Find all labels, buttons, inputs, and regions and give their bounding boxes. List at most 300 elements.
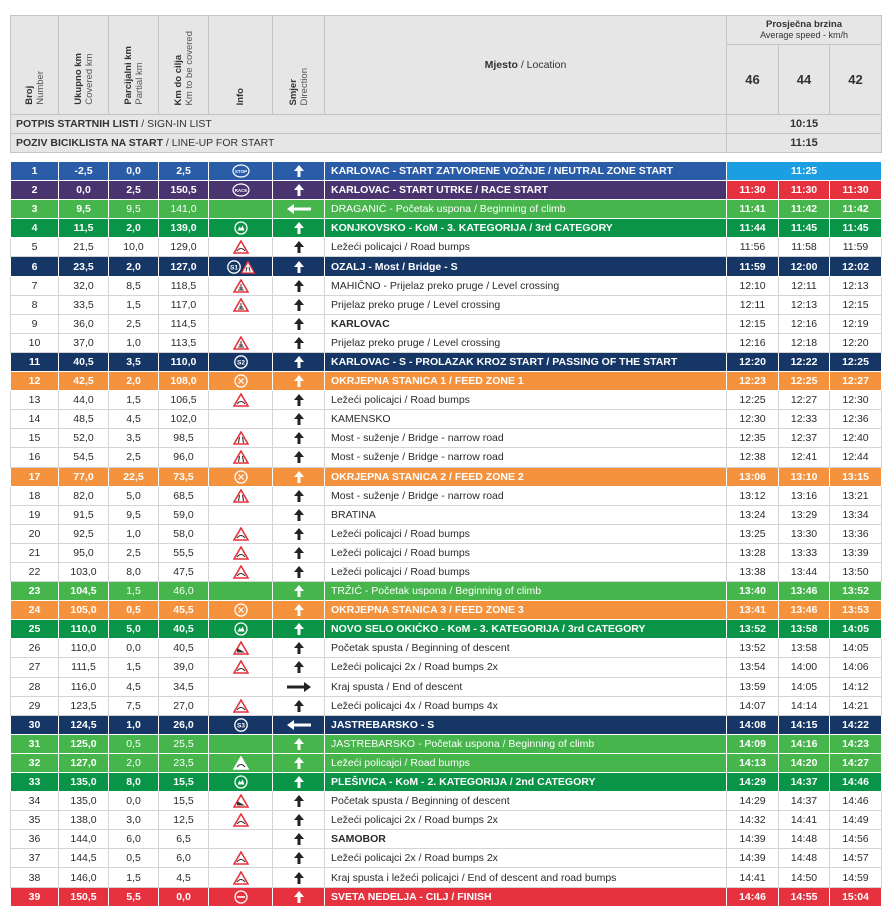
info-cell [209, 162, 273, 181]
arrow-up-icon [293, 641, 305, 655]
time-at-46: 12:25 [727, 391, 779, 410]
speed-46-header: 46 [727, 45, 779, 115]
svg-text:RACE: RACE [234, 188, 247, 194]
km-to-finish: 26,0 [159, 715, 209, 734]
covered-km: 33,5 [59, 295, 109, 314]
covered-km: 48,5 [59, 410, 109, 429]
route-row [11, 887, 882, 906]
km-to-finish: 150,5 [159, 181, 209, 200]
route-row [11, 620, 882, 639]
partial-km: 8,0 [109, 562, 159, 581]
time-at-44: 12:18 [779, 333, 830, 352]
direction-cell [273, 582, 325, 601]
time-at-44: 13:58 [779, 620, 830, 639]
location: Ležeći policajci / Road bumps [325, 524, 727, 543]
time-at-44: 13:46 [779, 582, 830, 601]
road-bump-icon [233, 660, 249, 674]
time-at-46: 13:52 [727, 639, 779, 658]
row-number: 9 [11, 314, 59, 333]
route-row [11, 830, 882, 849]
arrow-up-icon [293, 775, 305, 789]
covered-km: 23,5 [59, 257, 109, 276]
direction-cell [273, 753, 325, 772]
kom-icon [233, 775, 249, 789]
row-number: 13 [11, 391, 59, 410]
arrow-left-icon [286, 203, 312, 215]
arrow-up-icon [293, 546, 305, 560]
partial-km: 7,5 [109, 696, 159, 715]
time-at-46: 12:38 [727, 448, 779, 467]
covered-km: 135,0 [59, 773, 109, 792]
time-at-42: 14:27 [830, 753, 882, 772]
time-at-44: 14:37 [779, 773, 830, 792]
covered-km: 52,0 [59, 429, 109, 448]
race-sign-icon [232, 183, 250, 197]
km-to-finish: 46,0 [159, 582, 209, 601]
time-at-44: 12:37 [779, 429, 830, 448]
route-rows [11, 162, 882, 907]
covered-km: 111,5 [59, 658, 109, 677]
location: SVETA NEDELJA - CILJ / FINISH [325, 887, 727, 906]
col-partial-header: Parcijalni km Partial km [109, 16, 159, 115]
arrow-up-icon [293, 660, 305, 674]
covered-km: 21,5 [59, 238, 109, 257]
direction-cell [273, 887, 325, 906]
route-row [11, 486, 882, 505]
time-at-42: 12:15 [830, 295, 882, 314]
arrow-up-icon [293, 279, 305, 293]
covered-km: 124,5 [59, 715, 109, 734]
direction-cell [273, 658, 325, 677]
time-at-42: 11:59 [830, 238, 882, 257]
covered-km: 37,0 [59, 333, 109, 352]
time-at-42: 15:04 [830, 887, 882, 906]
covered-km: 0,0 [59, 181, 109, 200]
row-number: 14 [11, 410, 59, 429]
time-at-46: 13:54 [727, 658, 779, 677]
arrow-up-icon [293, 794, 305, 808]
time-at-44: 12:11 [779, 276, 830, 295]
info-cell [209, 200, 273, 219]
direction-cell [273, 219, 325, 238]
col-tocover-header: Km do cilja Km to be covered [159, 16, 209, 115]
info-cell [209, 410, 273, 429]
location: OZALJ - Most / Bridge - S [325, 257, 727, 276]
time-at-42: 14:23 [830, 734, 882, 753]
partial-km: 4,5 [109, 410, 159, 429]
time-at-46: 12:23 [727, 372, 779, 391]
sign-in-time: 10:15 [727, 115, 882, 134]
route-row [11, 696, 882, 715]
partial-km: 2,0 [109, 219, 159, 238]
time-at-42: 14:59 [830, 868, 882, 887]
route-row [11, 448, 882, 467]
road-bump-icon [233, 240, 249, 254]
row-number: 16 [11, 448, 59, 467]
arrow-up-icon [293, 871, 305, 885]
time-at-44: 13:30 [779, 524, 830, 543]
time-at-46: 13:28 [727, 543, 779, 562]
time-at-46: 13:12 [727, 486, 779, 505]
partial-km: 0,0 [109, 162, 159, 181]
direction-cell [273, 773, 325, 792]
route-row [11, 295, 882, 314]
partial-km: 8,0 [109, 773, 159, 792]
time-at-46: 12:15 [727, 314, 779, 333]
km-to-finish: 15,5 [159, 773, 209, 792]
time-at-42: 13:50 [830, 562, 882, 581]
km-to-finish: 113,5 [159, 333, 209, 352]
time-at-44: 13:16 [779, 486, 830, 505]
direction-cell [273, 276, 325, 295]
partial-km: 3,0 [109, 811, 159, 830]
location: KARLOVAC - S - PROLAZAK KROZ START / PASSING OF THE START [325, 352, 727, 371]
descent-icon [233, 794, 249, 808]
row-number: 39 [11, 887, 59, 906]
covered-km: 125,0 [59, 734, 109, 753]
location: MAHIČNO - Prijelaz preko pruge / Level crossing [325, 276, 727, 295]
arrow-up-icon [293, 450, 305, 464]
covered-km: 146,0 [59, 868, 109, 887]
info-cell [209, 620, 273, 639]
time-at-42: 12:30 [830, 391, 882, 410]
info-cell [209, 429, 273, 448]
location: Ležeći policajci 4x / Road bumps 4x [325, 696, 727, 715]
route-row [11, 562, 882, 581]
km-to-finish: 2,5 [159, 162, 209, 181]
direction-cell [273, 505, 325, 524]
location: NOVO SELO OKIĆKO - KoM - 3. KATEGORIJA / 3rd CATEGORY [325, 620, 727, 639]
info-cell [209, 887, 273, 906]
location: BRATINA [325, 505, 727, 524]
route-row [11, 658, 882, 677]
direction-cell [273, 429, 325, 448]
time-at-46: 11:44 [727, 219, 779, 238]
partial-km: 10,0 [109, 238, 159, 257]
direction-cell [273, 333, 325, 352]
partial-km: 2,0 [109, 372, 159, 391]
time-at-42: 14:46 [830, 792, 882, 811]
km-to-finish: 129,0 [159, 238, 209, 257]
road-bump-icon [233, 546, 249, 560]
narrow-road-icon [233, 431, 249, 445]
partial-km: 1,5 [109, 658, 159, 677]
covered-km: 110,0 [59, 620, 109, 639]
row-number: 19 [11, 505, 59, 524]
time-at-44: 14:00 [779, 658, 830, 677]
route-row [11, 601, 882, 620]
partial-km: 0,5 [109, 601, 159, 620]
info-cell [209, 391, 273, 410]
location: KARLOVAC [325, 314, 727, 333]
time-at-42: 12:36 [830, 410, 882, 429]
road-bump-icon [233, 565, 249, 579]
time-neutral: 11:25 [727, 162, 882, 181]
partial-km: 8,5 [109, 276, 159, 295]
arrow-up-icon [293, 489, 305, 503]
speed-44-header: 44 [779, 45, 830, 115]
arrow-up-icon [293, 431, 305, 445]
sprint-warning-icon [226, 260, 256, 274]
location: KARLOVAC - START ZATVORENE VOŽNJE / NEUTRAL ZONE START [325, 162, 727, 181]
info-cell [209, 257, 273, 276]
km-to-finish: 39,0 [159, 658, 209, 677]
row-number: 10 [11, 333, 59, 352]
location: Most - suženje / Bridge - narrow road [325, 429, 727, 448]
partial-km: 3,5 [109, 352, 159, 371]
time-at-44: 12:33 [779, 410, 830, 429]
route-row [11, 582, 882, 601]
row-number: 15 [11, 429, 59, 448]
time-at-44: 11:45 [779, 219, 830, 238]
covered-km: 32,0 [59, 276, 109, 295]
time-at-44: 13:29 [779, 505, 830, 524]
rail-crossing-icon [233, 279, 249, 293]
rail-crossing-icon [233, 336, 249, 350]
row-number: 26 [11, 639, 59, 658]
direction-cell [273, 696, 325, 715]
time-at-44: 13:44 [779, 562, 830, 581]
time-at-46: 12:16 [727, 333, 779, 352]
km-to-finish: 15,5 [159, 792, 209, 811]
sprint-s3-icon [232, 718, 250, 732]
time-at-44: 14:05 [779, 677, 830, 696]
time-at-44: 12:22 [779, 352, 830, 371]
arrow-up-icon [293, 737, 305, 751]
km-to-finish: 127,0 [159, 257, 209, 276]
time-at-46: 13:40 [727, 582, 779, 601]
road-bump-icon [233, 699, 249, 713]
km-to-finish: 96,0 [159, 448, 209, 467]
location: TRŽIĆ - Početak uspona / Beginning of climb [325, 582, 727, 601]
location: OKRJEPNA STANICA 2 / FEED ZONE 2 [325, 467, 727, 486]
row-number: 17 [11, 467, 59, 486]
direction-cell [273, 620, 325, 639]
km-to-finish: 55,5 [159, 543, 209, 562]
stop-sign-icon [232, 164, 250, 178]
direction-cell [273, 562, 325, 581]
km-to-finish: 23,5 [159, 753, 209, 772]
time-at-42: 14:06 [830, 658, 882, 677]
partial-km: 1,0 [109, 333, 159, 352]
location: Ležeći policajci 2x / Road bumps 2x [325, 849, 727, 868]
info-cell [209, 677, 273, 696]
route-row [11, 238, 882, 257]
row-number: 7 [11, 276, 59, 295]
time-at-44: 12:27 [779, 391, 830, 410]
direction-cell [273, 391, 325, 410]
direction-cell [273, 448, 325, 467]
svg-text:S1: S1 [229, 264, 238, 272]
info-cell [209, 849, 273, 868]
route-row [11, 276, 882, 295]
location: Ležeći policajci / Road bumps [325, 543, 727, 562]
time-at-44: 12:13 [779, 295, 830, 314]
time-at-44: 12:00 [779, 257, 830, 276]
row-number: 30 [11, 715, 59, 734]
partial-km: 5,0 [109, 620, 159, 639]
arrow-up-icon [293, 240, 305, 254]
arrow-up-icon [293, 260, 305, 274]
partial-km: 0,0 [109, 792, 159, 811]
km-to-finish: 40,5 [159, 620, 209, 639]
road-bump-icon [233, 871, 249, 885]
location: Kraj spusta i ležeći policajci / End of descent and road bumps [325, 868, 727, 887]
narrow-road-icon [233, 450, 249, 464]
location: OKRJEPNA STANICA 3 / FEED ZONE 3 [325, 601, 727, 620]
svg-text:S3: S3 [236, 722, 245, 730]
time-at-46: 14:46 [727, 887, 779, 906]
time-at-46: 13:38 [727, 562, 779, 581]
time-at-46: 14:29 [727, 792, 779, 811]
feed-zone-icon [233, 603, 249, 617]
location: Početak spusta / Beginning of descent [325, 639, 727, 658]
row-number: 29 [11, 696, 59, 715]
kom-icon [233, 221, 249, 235]
route-row [11, 162, 882, 181]
time-at-42: 12:44 [830, 448, 882, 467]
route-row [11, 181, 882, 200]
info-cell [209, 276, 273, 295]
time-at-46: 12:20 [727, 352, 779, 371]
km-to-finish: 118,5 [159, 276, 209, 295]
location: SAMOBOR [325, 830, 727, 849]
time-at-46: 11:30 [727, 181, 779, 200]
row-number: 8 [11, 295, 59, 314]
time-at-46: 14:32 [727, 811, 779, 830]
location: Početak spusta / Beginning of descent [325, 792, 727, 811]
info-cell [209, 830, 273, 849]
route-row [11, 219, 882, 238]
time-at-44: 14:55 [779, 887, 830, 906]
direction-cell [273, 410, 325, 429]
time-at-42: 11:30 [830, 181, 882, 200]
arrow-up-icon [293, 164, 305, 178]
info-cell [209, 352, 273, 371]
sign-in-label: POTPIS STARTNIH LISTI / SIGN-IN LIST [11, 115, 727, 134]
time-at-44: 14:20 [779, 753, 830, 772]
road-bump-icon [233, 756, 249, 770]
row-number: 38 [11, 868, 59, 887]
arrow-up-icon [293, 756, 305, 770]
time-at-46: 14:39 [727, 849, 779, 868]
line-up-row [11, 134, 882, 153]
partial-km: 2,5 [109, 448, 159, 467]
arrow-right-icon [286, 681, 312, 693]
timetable [10, 15, 882, 907]
covered-km: 103,0 [59, 562, 109, 581]
svg-text:S2: S2 [236, 359, 245, 367]
arrow-left-icon [286, 719, 312, 731]
info-cell [209, 295, 273, 314]
location: Ležeći policajci / Road bumps [325, 238, 727, 257]
route-row [11, 257, 882, 276]
covered-km: 11,5 [59, 219, 109, 238]
row-number: 32 [11, 753, 59, 772]
time-at-46: 11:41 [727, 200, 779, 219]
covered-km: 44,0 [59, 391, 109, 410]
partial-km: 6,0 [109, 830, 159, 849]
location: Prijelaz preko pruge / Level crossing [325, 295, 727, 314]
arrow-up-icon [293, 527, 305, 541]
route-row [11, 410, 882, 429]
time-at-46: 13:41 [727, 601, 779, 620]
covered-km: 144,0 [59, 830, 109, 849]
arrow-up-icon [293, 603, 305, 617]
time-at-42: 14:21 [830, 696, 882, 715]
line-up-label: POZIV BICIKLISTA NA START / LINE-UP FOR START [11, 134, 727, 153]
covered-km: 116,0 [59, 677, 109, 696]
row-number: 37 [11, 849, 59, 868]
km-to-finish: 6,0 [159, 849, 209, 868]
time-at-44: 14:16 [779, 734, 830, 753]
time-at-46: 13:25 [727, 524, 779, 543]
covered-km: 92,5 [59, 524, 109, 543]
info-cell [209, 505, 273, 524]
col-number-header: Broj Number [11, 16, 59, 115]
time-at-42: 12:20 [830, 333, 882, 352]
info-cell [209, 562, 273, 581]
info-cell [209, 792, 273, 811]
time-at-44: 14:15 [779, 715, 830, 734]
time-at-44: 13:58 [779, 639, 830, 658]
arrow-up-icon [293, 508, 305, 522]
row-number: 36 [11, 830, 59, 849]
location: KAMENSKO [325, 410, 727, 429]
direction-cell [273, 543, 325, 562]
km-to-finish: 58,0 [159, 524, 209, 543]
time-at-46: 12:35 [727, 429, 779, 448]
km-to-finish: 27,0 [159, 696, 209, 715]
header-row-top [11, 16, 882, 45]
time-at-42: 14:05 [830, 620, 882, 639]
partial-km: 1,5 [109, 868, 159, 887]
descent-icon [233, 641, 249, 655]
time-at-44: 14:37 [779, 792, 830, 811]
row-number: 34 [11, 792, 59, 811]
row-number: 18 [11, 486, 59, 505]
time-at-46: 13:24 [727, 505, 779, 524]
time-at-46: 13:06 [727, 467, 779, 486]
route-row [11, 333, 882, 352]
time-at-42: 12:27 [830, 372, 882, 391]
time-at-42: 13:15 [830, 467, 882, 486]
km-to-finish: 0,0 [159, 887, 209, 906]
partial-km: 1,0 [109, 715, 159, 734]
time-at-42: 12:25 [830, 352, 882, 371]
time-at-44: 12:25 [779, 372, 830, 391]
time-at-46: 11:56 [727, 238, 779, 257]
route-row [11, 773, 882, 792]
partial-km: 2,5 [109, 543, 159, 562]
time-at-42: 13:21 [830, 486, 882, 505]
row-number: 35 [11, 811, 59, 830]
partial-km: 1,0 [109, 524, 159, 543]
road-bump-icon [233, 813, 249, 827]
partial-km: 0,5 [109, 849, 159, 868]
route-row [11, 467, 882, 486]
direction-cell [273, 524, 325, 543]
direction-cell [273, 181, 325, 200]
col-location-header: Mjesto / Location [325, 16, 727, 115]
info-cell [209, 639, 273, 658]
row-number: 27 [11, 658, 59, 677]
covered-km: 9,5 [59, 200, 109, 219]
arrow-up-icon [293, 412, 305, 426]
location: Kraj spusta / End of descent [325, 677, 727, 696]
row-number: 33 [11, 773, 59, 792]
location: JASTREBARSKO - Početak uspona / Beginning of climb [325, 734, 727, 753]
